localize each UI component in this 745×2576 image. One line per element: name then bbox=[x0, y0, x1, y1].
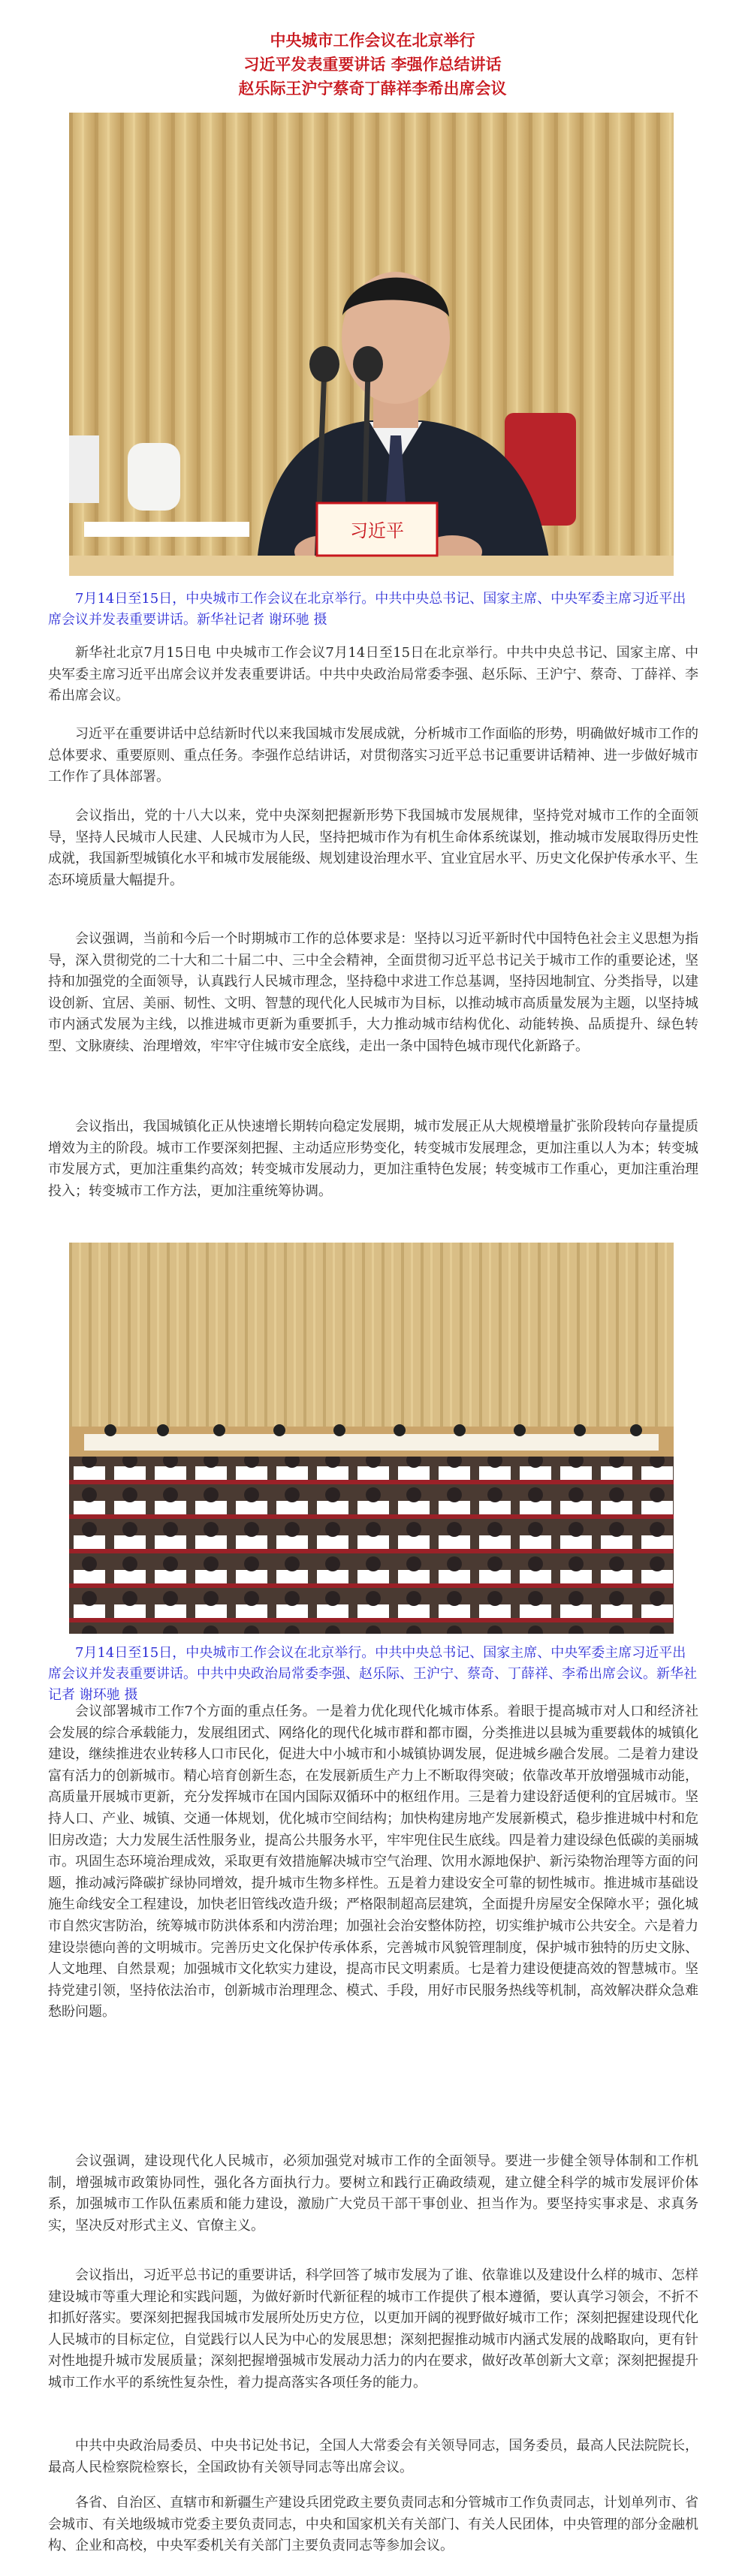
body-paragraph: 会议指出，我国城镇化正从快速增长期转向稳定发展期，城市发展正从大规模增量扩张阶段转向存量提质增效为主的阶段。城市工作要深刻把握、主动适应形势变化，转变城市发展理念，更加注重以人为本；转变城市发展方式，更加注重集约高效；转变城市发展动力，更加注重特色发展；转变城市工作重心，更加注重治理投入；转变城市工作方法，更加注重统筹协调。 bbox=[48, 1119, 698, 1199]
body-paragraph: 习近平在重要讲话中总结新时代以来我国城市发展成就，分析城市工作面临的形势，明确做好城市工作的总体要求、重要原则、重点任务。李强作总结讲话，对贯彻落实习近平总书记重要讲话精神、进一步做好城市工作作了具体部署。 bbox=[48, 726, 698, 785]
meeting-hall-photo-image bbox=[69, 1243, 674, 1634]
body-paragraph: 会议部署城市工作7个方面的重点任务。一是着力优化现代化城市体系。着眼于提高城市对人口和经济社会发展的综合承载能力，发展组团式、网络化的现代化城市群和都市圈，分类推进以县城为重要载体的城镇化建设，继续推进农业转移人口市民化，促进大中小城市和小城镇协调发展，促进城乡融合发展。二是着力建设富有活力的创新城市。精心培育创新生态，在发展新质生产力上不断取得突破；依靠改革开放增强城市动能，高质量开展城市更新，充分发挥城市在国内国际双循环中的枢纽作用。三是着力建设舒适便利的宜居城市。坚持人口、产业、城镇、交通一体规划，优化城市空间结构；加快构建房地产发展新模式，稳步推进城中村和危旧房改造；大力发展生活性服务业，提高公共服务水平，牢牢兜住民生底线。四是着力建设绿色低碳的美丽城市。巩固生态环境治理成效，采取更有效措施解决城市空气治理、饮用水源地保护、新污染物治理等方面的问题，推动减污降碳扩绿协同增效，提升城市生物多样性。五是着力建设安全可靠的韧性城市。推进城市基础设施生命线安全工程建设，加快老旧管线改造升级；严格限制超高层建筑，全面提升房屋安全保障水平；强化城市自然灾害防治，统筹城市防洪体系和内涝治理；加强社会治安整体防控，切实维护城市公共安全。六是着力建设崇德向善的文明城市。完善历史文化保护传承体系，完善城市风貌管理制度，保护城市独特的历史文脉、人文地理、自然景观；加强城市文化软实力建设，提高市民文明素质。七是着力建设便捷高效的智慧城市。坚持党建引领，坚持依法治市，创新城市治理理念、模式、手段，用好市民服务热线等机制，高效解决群众急难愁盼问题。 bbox=[48, 1704, 698, 2020]
speech-photo bbox=[69, 113, 674, 576]
body-paragraph: 中共中央政治局委员、中央书记处书记，全国人大常委会有关领导同志，国务委员，最高人民法院院长，最高人民检察院检察长，全国政协有关领导同志等出席会议。 bbox=[48, 2438, 698, 2475]
speech-photo-image bbox=[69, 113, 674, 576]
headline-line-3: 赵乐际王沪宁蔡奇丁薛祥李希出席会议 bbox=[238, 79, 507, 98]
headline-line-1: 中央城市工作会议在北京举行 bbox=[270, 31, 475, 50]
body-paragraph: 各省、自治区、直辖市和新疆生产建设兵团党政主要负责同志和分管城市工作负责同志，计划单列市、省会城市、有关地级城市党委主要负责同志，中央和国家机关有关部门、有关人民团体，中央管理的部分金融机构、企业和高校，中央军委机关有关部门主要负责同志等参加会议。 bbox=[48, 2495, 698, 2554]
body-paragraph: 新华社北京7月15日电 中央城市工作会议7月14日至15日在北京举行。中共中央总书记、国家主席、中央军委主席习近平出席会议并发表重要讲话。中共中央政治局常委李强、赵乐际、王沪宁、蔡奇、丁薛祥、李希出席会议。 bbox=[48, 645, 698, 704]
body-paragraph: 会议指出，党的十八大以来，党中央深刻把握新形势下我国城市发展规律，坚持党对城市工作的全面领导，坚持人民城市人民建、人民城市为人民，坚持把城市作为有机生命体系统谋划，推动城市发展取得历史性成就，我国新型城镇化水平和城市发展能级、规划建设治理水平、宜业宜居水平、历史文化保护传承水平、生态环境质量大幅提升。 bbox=[48, 808, 698, 888]
body-paragraph: 会议指出，习近平总书记的重要讲话，科学回答了城市发展为了谁、依靠谁以及建设什么样的城市、怎样建设城市等重大理论和实践问题，为做好新时代新征程的城市工作提供了根本遵循，要认真学习领会，不折不扣抓好落实。要深刻把握我国城市发展所处历史方位，以更加开阔的视野做好城市工作；深刻把握建设现代化人民城市的目标定位，自觉践行以人民为中心的发展思想；深刻把握推动城市内涵式发展的战略取向，更有针对性地提升城市发展质量；深刻把握增强城市发展动力活力的内在要求，做好改革创新大文章；深刻把握提升城市工作水平的系统性复杂性，着力提高落实各项任务的能力。 bbox=[48, 2267, 698, 2391]
headline-line-2: 习近平发表重要讲话 李强作总结讲话 bbox=[243, 55, 502, 74]
body-paragraph: 会议强调，建设现代化人民城市，必须加强党对城市工作的全面领导。要进一步健全领导体制和工作机制，增强城市政策协同性，强化各方面执行力。要树立和践行正确政绩观，建立健全科学的城市发展评价体系，加强城市工作队伍素质和能力建设，激励广大党员干部干事创业、担当作为。要坚持实事求是、求真务实，坚决反对形式主义、官僚主义。 bbox=[48, 2153, 698, 2234]
body-paragraph: 会议强调，当前和今后一个时期城市工作的总体要求是：坚持以习近平新时代中国特色社会主义思想为指导，深入贯彻党的二十大和二十届二中、三中全会精神，全面贯彻习近平总书记关于城市工作的重要论述，坚持和加强党的全面领导，认真践行人民城市理念，坚持稳中求进工作总基调，坚持因地制宜、分类指导，以建设创新、宜居、美丽、韧性、文明、智慧的现代化人民城市为目标，以推动城市高质量发展为主题，以坚持城市内涵式发展为主线，以推进城市更新为重要抓手，大力推动城市结构优化、动能转换、品质提升、绿色转型、文脉赓续、治理增效，牢牢守住城市安全底线，走出一条中国特色城市现代化新路子。 bbox=[48, 931, 698, 1054]
meeting-hall-photo bbox=[69, 1243, 674, 1634]
nameplate-text: 习近平 bbox=[350, 520, 404, 541]
photo-caption-1: 7月14日至15日，中央城市工作会议在北京举行。中共中央总书记、国家主席、中央军委主席习近平出席会议并发表重要讲话。新华社记者 谢环驰 摄 bbox=[48, 591, 686, 628]
photo-caption-2: 7月14日至15日，中央城市工作会议在北京举行。中共中央总书记、国家主席、中央军委主席习近平出席会议并发表重要讲话。中共中央政治局常委李强、赵乐际、王沪宁、蔡奇、丁薛祥、李希出席会议。新华社记者 谢环驰 摄 bbox=[48, 1645, 697, 1703]
